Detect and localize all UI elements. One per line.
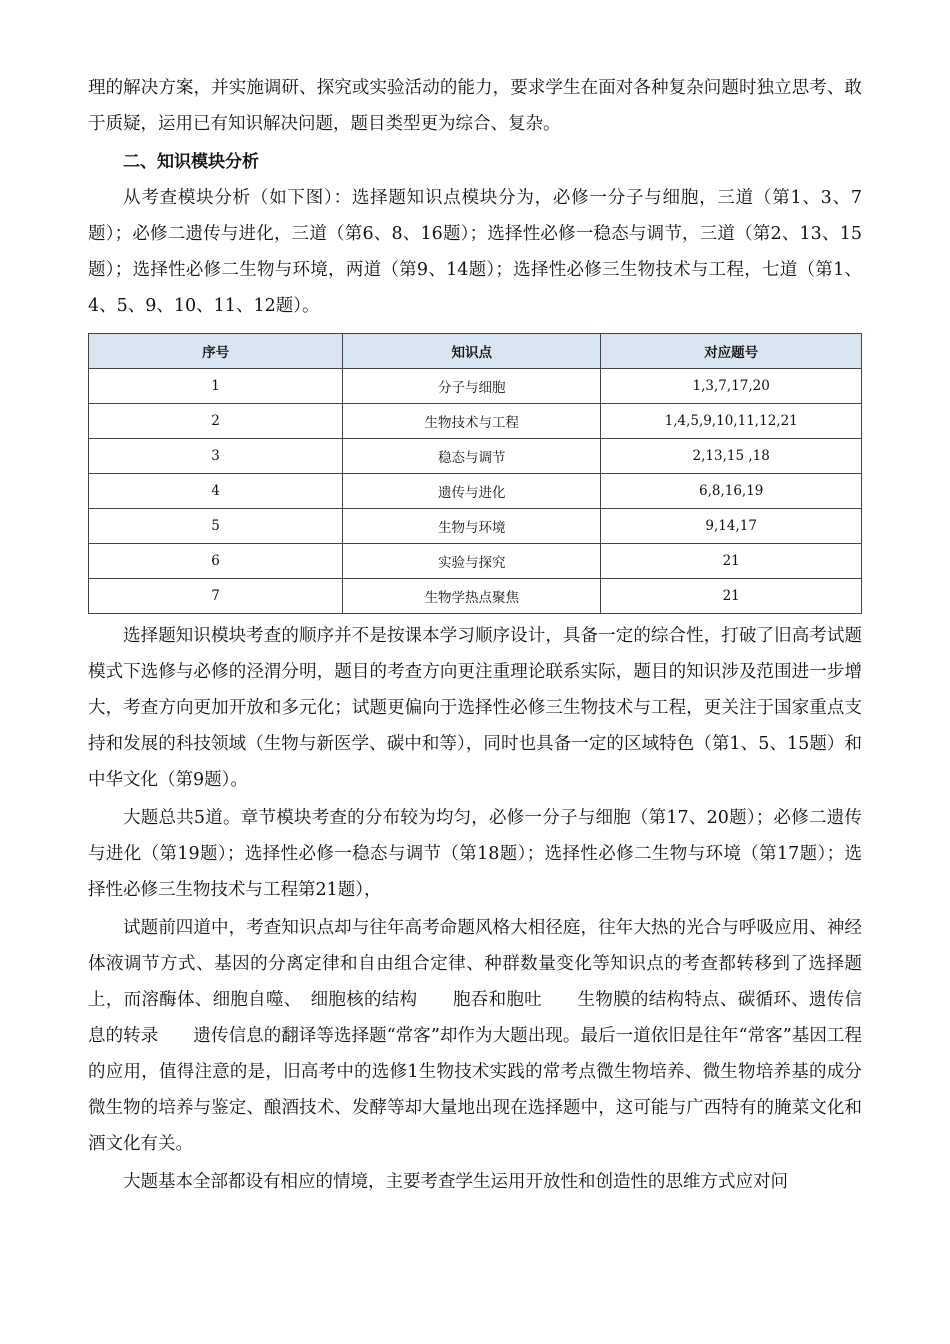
cell-index: 1: [89, 369, 343, 404]
paragraph-context: 大题基本全部都设有相应的情境，主要考查学生运用开放性和创造性的思维方式应对问: [123, 1172, 788, 1192]
cell-topic: 生物与环境: [343, 509, 601, 544]
cell-questions: 6,8,16,19: [601, 474, 862, 509]
column-header-topic: 知识点: [343, 334, 601, 369]
column-header-index: 序号: [89, 334, 343, 369]
cell-index: 5: [89, 509, 343, 544]
paragraph-module-analysis: 从考查模块分析（如下图）：选择题知识点模块分为，必修一分子与细胞，三道（第1、3、7题）；必修二遗传与进化，三道（第6、8、16题）；选择性必修一稳态与调节，三道（第2、13、15题）；选择性必修二生物与环境，两道（第9、14题）；选择性必修三生物技术与工程，七道（第1、4、5、9、10、11、12题）。: [88, 188, 862, 316]
cell-questions: 2,13,15 ,18: [601, 439, 862, 474]
column-header-questions: 对应题号: [601, 334, 862, 369]
paragraph-first-four: 试题前四道中，考查知识点却与往年高考命题风格大相径庭，往年大热的光合与呼吸应用、神经体液调节方式、基因的分离定律和自由组合定律、种群数量变化等知识点的考查都转移到了选择题上，而溶酶体、细胞自噬、 细胞核的结构 胞吞和胞吐 生物膜的结构特点、碳循环、遗传信息的转录 遗传信息的翻译等选择题“常客”却作为大题出现。最后一道依旧是往年“常客”基因工程的应用，值得注意的是，旧高考中的选修1生物技术实践的常考点微生物培养、微生物培养基的成分微生物的培养与鉴定、酿酒技术、发酵等却大量地出现在选择题中，这可能与广西特有的腌菜文化和酒文化有关。: [88, 918, 862, 1154]
document-page: [88, 70, 862, 1200]
cell-topic: 稳态与调节: [343, 439, 601, 474]
section-heading: 二、知识模块分析: [123, 152, 259, 172]
table-row: [89, 474, 862, 509]
table-row: [89, 544, 862, 579]
cell-index: 2: [89, 404, 343, 439]
cell-topic: 分子与细胞: [343, 369, 601, 404]
paragraph-big-questions: 大题总共5道。章节模块考查的分布较为均匀，必修一分子与细胞（第17、20题）；必修二遗传与进化（第19题）；选择性必修一稳态与调节（第18题）；选择性必修二生物与环境（第17题）；选择性必修三生物技术与工程第21题），: [88, 808, 862, 900]
cell-topic: 生物学热点聚焦: [343, 579, 601, 614]
table-header-row: [89, 334, 862, 369]
cell-questions: 9,14,17: [601, 509, 862, 544]
paragraph-intro-continued: 理的解决方案，并实施调研、探究或实验活动的能力，要求学生在面对各种复杂问题时独立思考、敢于质疑，运用已有知识解决问题，题目类型更为综合、复杂。: [88, 78, 862, 134]
cell-questions: 1,4,5,9,10,11,12,21: [601, 404, 862, 439]
cell-index: 6: [89, 544, 343, 579]
table-row: [89, 404, 862, 439]
cell-topic: 遗传与进化: [343, 474, 601, 509]
cell-questions: 21: [601, 544, 862, 579]
table-row: [89, 579, 862, 614]
table-row: [89, 439, 862, 474]
table-row: [89, 509, 862, 544]
cell-topic: 实验与探究: [343, 544, 601, 579]
cell-index: 3: [89, 439, 343, 474]
cell-topic: 生物技术与工程: [343, 404, 601, 439]
knowledge-module-table: [88, 333, 862, 614]
cell-index: 7: [89, 579, 343, 614]
cell-index: 4: [89, 474, 343, 509]
cell-questions: 1,3,7,17,20: [601, 369, 862, 404]
cell-questions: 21: [601, 579, 862, 614]
table-row: [89, 369, 862, 404]
paragraph-choice-order: 选择题知识模块考查的顺序并不是按课本学习顺序设计，具备一定的综合性，打破了旧高考试题模式下选修与必修的泾渭分明，题目的考查方向更注重理论联系实际，题目的知识涉及范围进一步增大，考查方向更加开放和多元化；试题更偏向于选择性必修三生物技术与工程，更关注于国家重点支持和发展的科技领域（生物与新医学、碳中和等），同时也具备一定的区域特色（第1、5、15题）和中华文化（第9题）。: [88, 626, 862, 790]
